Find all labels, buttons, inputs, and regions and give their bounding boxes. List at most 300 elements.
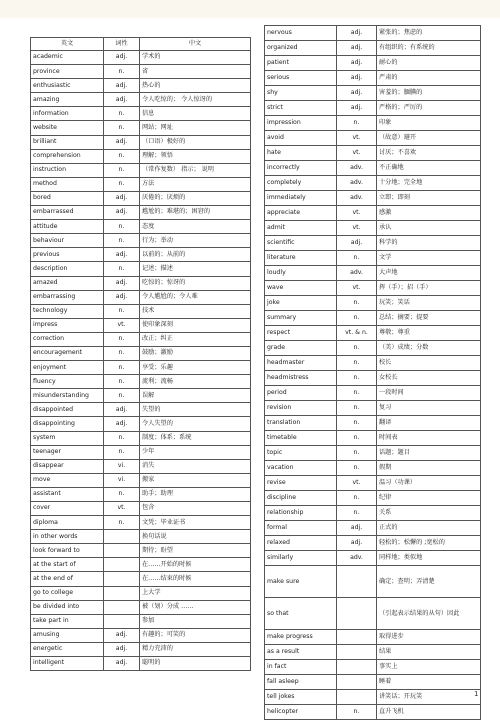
pos-cell	[337, 660, 377, 675]
meaning-cell: 翻译	[377, 416, 481, 431]
right-table-body	[265, 26, 481, 720]
table-row	[265, 341, 481, 356]
word-cell: immediately	[265, 191, 337, 206]
pos-cell: adj.	[337, 41, 377, 56]
table-row	[31, 304, 251, 318]
meaning-cell: 确定；查明；弄清楚	[377, 566, 481, 598]
pos-cell	[337, 566, 377, 598]
pos-cell: vt.	[104, 318, 140, 332]
word-cell: intelligent	[31, 657, 104, 671]
table-row	[265, 296, 481, 311]
word-cell: method	[31, 177, 104, 191]
pos-cell: adj.	[104, 276, 140, 290]
pos-cell: n.	[337, 116, 377, 131]
meaning-cell: 使印象深刻	[140, 318, 251, 332]
pos-cell: adv.	[337, 266, 377, 281]
pos-cell: adj.	[104, 93, 140, 107]
meaning-cell: 直升飞机	[377, 705, 481, 720]
word-cell: literature	[265, 251, 337, 266]
table-row	[265, 416, 481, 431]
meaning-cell: （故意）避开	[377, 131, 481, 146]
meaning-cell: 精力充沛的	[140, 642, 251, 656]
meaning-cell: 令人尴尬的；令人难	[140, 290, 251, 304]
vocab-table-right	[264, 25, 481, 720]
meaning-cell: 严格的；严厉的	[377, 101, 481, 116]
meaning-cell: 复习	[377, 401, 481, 416]
table-row	[31, 473, 251, 487]
meaning-cell: 信息	[140, 107, 251, 121]
table-row	[31, 332, 251, 346]
meaning-cell: 换句话说	[140, 530, 251, 544]
word-cell: serious	[265, 71, 337, 86]
meaning-cell: 挥（手）；招（手）	[377, 281, 481, 296]
meaning-cell: 假期	[377, 461, 481, 476]
table-row	[31, 361, 251, 375]
meaning-cell: 紧张的；焦虑的	[377, 26, 481, 41]
word-cell: hate	[265, 146, 337, 161]
meaning-cell: 被（划）分成 ……	[140, 600, 251, 614]
table-row	[31, 516, 251, 530]
pos-cell: n.	[337, 431, 377, 446]
pos-cell	[337, 645, 377, 660]
word-cell: misunderstanding	[31, 389, 104, 403]
table-row	[31, 431, 251, 445]
pos-cell: vt. & n.	[337, 326, 377, 341]
pos-cell: n.	[104, 262, 140, 276]
word-cell: amusing	[31, 628, 104, 642]
word-cell: translation	[265, 416, 337, 431]
pos-cell: vt.	[337, 131, 377, 146]
meaning-cell: 学术的	[140, 51, 251, 65]
meaning-cell: 记述；描述	[140, 262, 251, 276]
word-cell: at the start of	[31, 558, 104, 572]
meaning-cell: 消失	[140, 459, 251, 473]
word-cell: revision	[265, 401, 337, 416]
pos-cell: n.	[337, 506, 377, 521]
meaning-cell: 行为；举动	[140, 234, 251, 248]
meaning-cell: 失望的	[140, 403, 251, 417]
word-cell: vacation	[265, 461, 337, 476]
word-cell: relaxed	[265, 536, 337, 551]
pos-cell	[337, 675, 377, 690]
meaning-cell: 尊敬；尊重	[377, 326, 481, 341]
pos-cell: adj.	[337, 536, 377, 551]
word-cell: comprehension	[31, 149, 104, 163]
meaning-cell: 校长	[377, 356, 481, 371]
pos-cell: adj.	[337, 56, 377, 71]
meaning-cell: （口语）极好的	[140, 135, 251, 149]
word-cell: headmistress	[265, 371, 337, 386]
word-cell: joke	[265, 296, 337, 311]
word-cell: organized	[265, 41, 337, 56]
meaning-cell: 讨厌；不喜欢	[377, 146, 481, 161]
word-cell: impress	[31, 318, 104, 332]
vocab-table-left	[30, 37, 251, 671]
word-cell: incorrectly	[265, 161, 337, 176]
pos-cell: adj.	[337, 71, 377, 86]
pos-cell: adj.	[337, 236, 377, 251]
pos-cell: adj.	[104, 135, 140, 149]
word-cell: period	[265, 386, 337, 401]
word-cell: admit	[265, 221, 337, 236]
pos-cell: vt.	[104, 502, 140, 516]
table-row	[265, 506, 481, 521]
word-cell: website	[31, 121, 104, 135]
table-row	[31, 403, 251, 417]
word-cell: cover	[31, 502, 104, 516]
pos-cell: n.	[337, 356, 377, 371]
word-cell: previous	[31, 248, 104, 262]
meaning-cell: 聪明的	[140, 657, 251, 671]
pos-cell: n.	[337, 401, 377, 416]
meaning-cell: 期待；盼望	[140, 544, 251, 558]
word-cell: enthusiastic	[31, 79, 104, 93]
pos-cell: adj.	[104, 417, 140, 431]
pos-cell: adj.	[104, 248, 140, 262]
word-cell: avoid	[265, 131, 337, 146]
pos-cell: n.	[104, 375, 140, 389]
word-cell: disappointing	[31, 417, 104, 431]
table-row	[265, 371, 481, 386]
pos-cell: n.	[337, 371, 377, 386]
top-band	[0, 0, 500, 18]
table-row	[265, 116, 481, 131]
meaning-cell: 玩笑；笑话	[377, 296, 481, 311]
meaning-cell: 女校长	[377, 371, 481, 386]
pos-cell: n.	[104, 220, 140, 234]
word-cell: take part in	[31, 614, 104, 628]
meaning-cell: 以前的；从前的	[140, 248, 251, 262]
table-row	[31, 177, 251, 191]
table-row	[265, 311, 481, 326]
word-cell: similarly	[265, 551, 337, 566]
meaning-cell: 取得进步	[377, 630, 481, 645]
meaning-cell: （引起表示结果的从句）因此	[377, 598, 481, 630]
meaning-cell: 少年	[140, 445, 251, 459]
table-row	[265, 660, 481, 675]
meaning-cell: 方法	[140, 177, 251, 191]
table-row	[31, 234, 251, 248]
pos-cell: adj.	[104, 79, 140, 93]
pos-cell	[104, 586, 140, 600]
table-row	[265, 86, 481, 101]
pos-cell: n.	[337, 491, 377, 506]
table-row	[31, 375, 251, 389]
table-row	[265, 56, 481, 71]
table-row	[31, 544, 251, 558]
meaning-cell: 吃惊的；惊讶的	[140, 276, 251, 290]
pos-cell: n.	[337, 311, 377, 326]
pos-cell: n.	[337, 251, 377, 266]
table-row	[265, 236, 481, 251]
meaning-cell: 网站；网址	[140, 121, 251, 135]
table-row	[31, 614, 251, 628]
meaning-cell: 总结；摘要；提要	[377, 311, 481, 326]
word-cell: embarrassed	[31, 206, 104, 220]
meaning-cell: 尴尬的；难堪的；困窘的	[140, 206, 251, 220]
table-row	[265, 131, 481, 146]
word-cell: bored	[31, 191, 104, 205]
pos-cell: n.	[337, 461, 377, 476]
meaning-cell: 关系	[377, 506, 481, 521]
table-row	[265, 645, 481, 660]
meaning-cell: 结果	[377, 645, 481, 660]
pos-cell: adj.	[337, 86, 377, 101]
table-row	[31, 346, 251, 360]
table-row	[265, 161, 481, 176]
pos-cell: vt.	[337, 206, 377, 221]
meaning-cell: 助手；助理	[140, 487, 251, 501]
pos-cell	[104, 558, 140, 572]
table-row	[265, 521, 481, 536]
pos-cell: n.	[104, 346, 140, 360]
meaning-cell: 误解	[140, 389, 251, 403]
table-row	[265, 71, 481, 86]
meaning-cell: 理解；领悟	[140, 149, 251, 163]
meaning-cell: 轻松的；松懈的 ;宽松的	[377, 536, 481, 551]
meaning-cell: 在……开始的时候	[140, 558, 251, 572]
table-row	[31, 191, 251, 205]
pos-cell: n.	[337, 416, 377, 431]
word-cell: fall asleep	[265, 675, 337, 690]
meaning-cell: 文凭；毕业证书	[140, 516, 251, 530]
word-cell: academic	[31, 51, 104, 65]
meaning-cell: 讲笑话；开玩笑	[377, 690, 481, 705]
pos-cell: n.	[104, 149, 140, 163]
meaning-cell: 搬家	[140, 473, 251, 487]
meaning-cell: 上大学	[140, 586, 251, 600]
header-pos: 词性	[104, 38, 140, 51]
pos-cell: n.	[104, 304, 140, 318]
table-row	[31, 558, 251, 572]
word-cell: wave	[265, 281, 337, 296]
pos-cell: n.	[337, 446, 377, 461]
table-row	[31, 121, 251, 135]
table-row	[31, 318, 251, 332]
word-cell: scientific	[265, 236, 337, 251]
word-cell: look forward to	[31, 544, 104, 558]
word-cell: diploma	[31, 516, 104, 530]
meaning-cell: 严肃的	[377, 71, 481, 86]
word-cell: at the end of	[31, 572, 104, 586]
table-row	[31, 657, 251, 671]
meaning-cell: 包含	[140, 502, 251, 516]
pos-cell: adj.	[104, 206, 140, 220]
table-row	[265, 41, 481, 56]
pos-cell: n.	[104, 516, 140, 530]
meaning-cell: 在……结束的时候	[140, 572, 251, 586]
word-cell: nervous	[265, 26, 337, 41]
table-row	[31, 65, 251, 79]
table-row	[31, 248, 251, 262]
table-row	[265, 551, 481, 566]
word-cell: instruction	[31, 163, 104, 177]
pos-cell: n.	[104, 121, 140, 135]
meaning-cell: 一段时间	[377, 386, 481, 401]
pos-cell: vt.	[337, 476, 377, 491]
table-row	[265, 386, 481, 401]
word-cell: system	[31, 431, 104, 445]
word-cell: completely	[265, 176, 337, 191]
table-row	[31, 445, 251, 459]
meaning-cell: 厌倦的；厌烦的	[140, 191, 251, 205]
pos-cell: adv.	[337, 161, 377, 176]
meaning-cell: 热心的	[140, 79, 251, 93]
pos-cell: n.	[104, 332, 140, 346]
table-row	[31, 572, 251, 586]
word-cell: province	[31, 65, 104, 79]
table-row	[265, 176, 481, 191]
word-cell: attitude	[31, 220, 104, 234]
table-header-row	[31, 38, 251, 51]
pos-cell: adv.	[337, 551, 377, 566]
word-cell: shy	[265, 86, 337, 101]
word-cell: appreciate	[265, 206, 337, 221]
word-cell: technology	[31, 304, 104, 318]
word-cell: as a result	[265, 645, 337, 660]
word-cell: disappear	[31, 459, 104, 473]
left-table-body	[31, 51, 251, 671]
word-cell: assistant	[31, 487, 104, 501]
pos-cell: vi.	[104, 459, 140, 473]
meaning-cell: 耐心的	[377, 56, 481, 71]
pos-cell: n.	[337, 705, 377, 720]
meaning-cell: 改正；纠正	[140, 332, 251, 346]
word-cell: energetic	[31, 642, 104, 656]
table-row	[265, 690, 481, 705]
meaning-cell: 有组织的；有系统的	[377, 41, 481, 56]
pos-cell	[104, 614, 140, 628]
table-row	[265, 705, 481, 720]
table-row	[31, 93, 251, 107]
table-row	[265, 461, 481, 476]
meaning-cell: （常作复数） 指示； 说明	[140, 163, 251, 177]
table-row	[265, 146, 481, 161]
word-cell: patient	[265, 56, 337, 71]
table-row	[31, 417, 251, 431]
pos-cell: n.	[337, 296, 377, 311]
pos-cell: vt.	[337, 221, 377, 236]
meaning-cell: 温习（功课）	[377, 476, 481, 491]
table-row	[31, 600, 251, 614]
table-row	[265, 266, 481, 281]
table-row	[265, 431, 481, 446]
meaning-cell: （美）成绩；分数	[377, 341, 481, 356]
word-cell: summary	[265, 311, 337, 326]
table-row	[31, 206, 251, 220]
table-row	[265, 401, 481, 416]
table-row	[31, 530, 251, 544]
pos-cell: adj.	[104, 191, 140, 205]
pos-cell: vt.	[337, 146, 377, 161]
meaning-cell: 文学	[377, 251, 481, 266]
word-cell: disappointed	[31, 403, 104, 417]
table-row	[265, 281, 481, 296]
table-row	[31, 487, 251, 501]
meaning-cell: 参加	[140, 614, 251, 628]
word-cell: headmaster	[265, 356, 337, 371]
pos-cell: n.	[104, 431, 140, 445]
meaning-cell: 大声地	[377, 266, 481, 281]
pos-cell: adv.	[337, 176, 377, 191]
word-cell: embarrassing	[31, 290, 104, 304]
meaning-cell: 有趣的；可笑的	[140, 628, 251, 642]
meaning-cell: 感激	[377, 206, 481, 221]
pos-cell: adj.	[337, 26, 377, 41]
table-row	[31, 79, 251, 93]
pos-cell: adj.	[104, 51, 140, 65]
meaning-cell: 省	[140, 65, 251, 79]
meaning-cell: 十分地；完全地	[377, 176, 481, 191]
word-cell: loudly	[265, 266, 337, 281]
meaning-cell: 印象	[377, 116, 481, 131]
word-cell: impression	[265, 116, 337, 131]
table-row	[265, 356, 481, 371]
pos-cell	[104, 600, 140, 614]
meaning-cell: 害羞的；腼腆的	[377, 86, 481, 101]
table-row	[265, 476, 481, 491]
word-cell: relationship	[265, 506, 337, 521]
word-cell: encouragement	[31, 346, 104, 360]
word-cell: tell jokes	[265, 690, 337, 705]
word-cell: revise	[265, 476, 337, 491]
table-row	[31, 276, 251, 290]
pos-cell: adj.	[104, 657, 140, 671]
table-row	[31, 163, 251, 177]
table-row	[265, 326, 481, 341]
meaning-cell: 态度	[140, 220, 251, 234]
table-row	[265, 251, 481, 266]
header-english: 英文	[31, 38, 104, 51]
table-row	[31, 262, 251, 276]
pos-cell	[104, 572, 140, 586]
meaning-cell: 令人失望的	[140, 417, 251, 431]
meaning-cell: 鼓励；激励	[140, 346, 251, 360]
word-cell: fluency	[31, 375, 104, 389]
pos-cell: adj.	[104, 642, 140, 656]
pos-cell: adj.	[337, 101, 377, 116]
word-cell: helicopter	[265, 705, 337, 720]
table-row	[265, 566, 481, 598]
pos-cell: n.	[104, 234, 140, 248]
table-row	[265, 675, 481, 690]
word-cell: in fact	[265, 660, 337, 675]
word-cell: move	[31, 473, 104, 487]
pos-cell	[337, 690, 377, 705]
word-cell: timetable	[265, 431, 337, 446]
pos-cell: n.	[337, 386, 377, 401]
table-row	[31, 135, 251, 149]
pos-cell: adj.	[104, 290, 140, 304]
pos-cell	[104, 544, 140, 558]
table-row	[31, 502, 251, 516]
table-row	[31, 107, 251, 121]
pos-cell	[337, 598, 377, 630]
pos-cell: adj.	[337, 521, 377, 536]
word-cell: strict	[265, 101, 337, 116]
word-cell: respect	[265, 326, 337, 341]
pos-cell: n.	[104, 177, 140, 191]
table-row	[31, 290, 251, 304]
page-number: 1	[474, 690, 479, 698]
table-row	[265, 101, 481, 116]
table-row	[265, 598, 481, 630]
pos-cell: vt.	[337, 281, 377, 296]
word-cell: brilliant	[31, 135, 104, 149]
pos-cell: n.	[104, 487, 140, 501]
meaning-cell: 正式的	[377, 521, 481, 536]
word-cell: make sure	[265, 566, 337, 598]
